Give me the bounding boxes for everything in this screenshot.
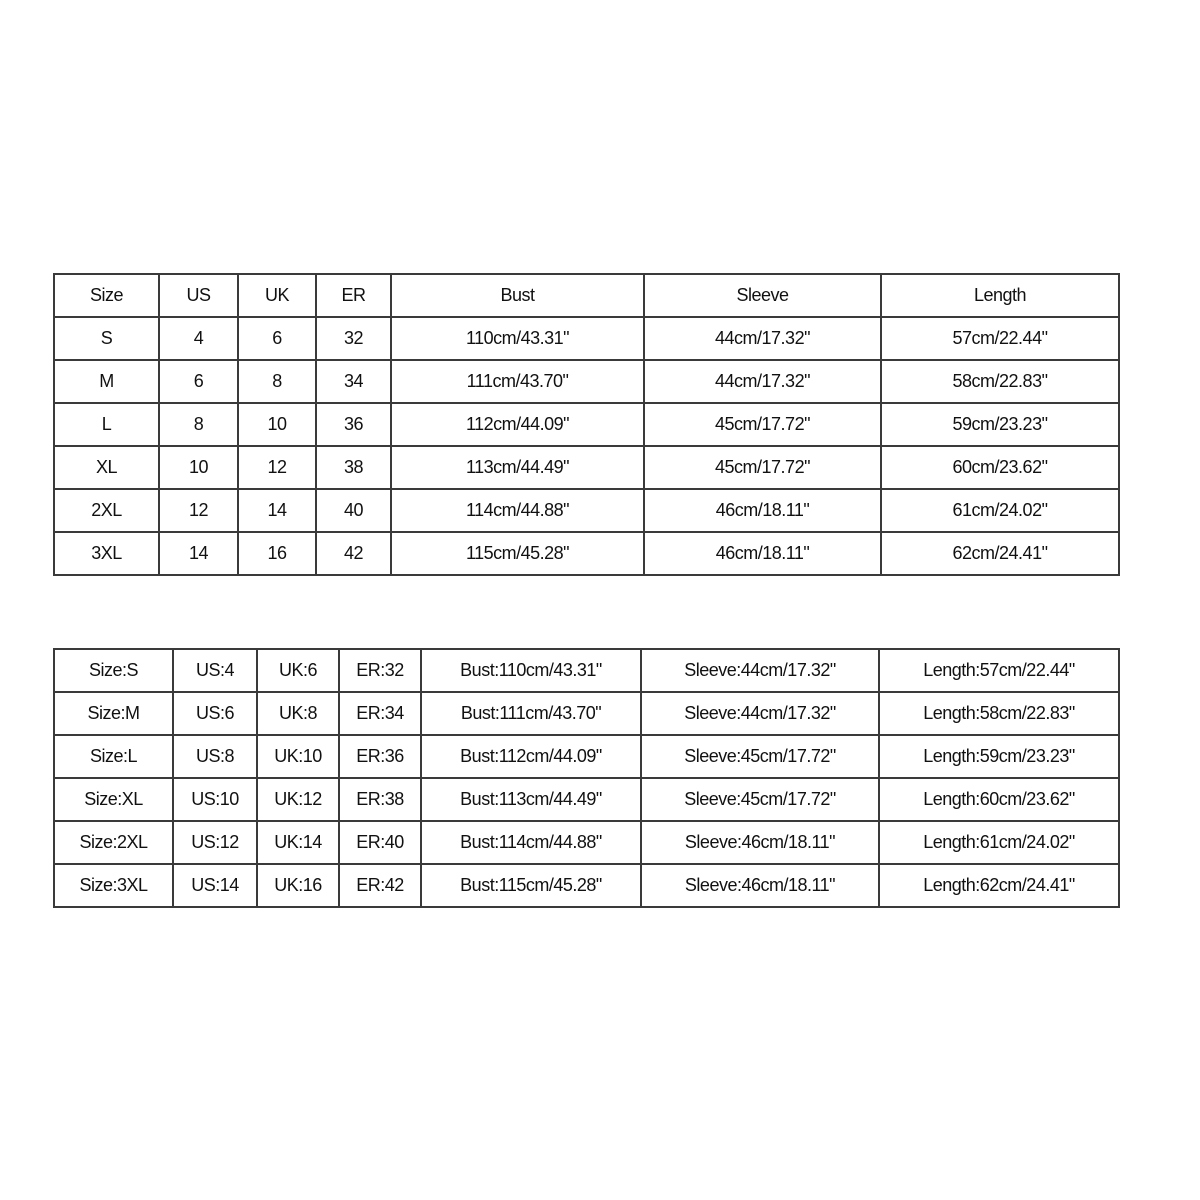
table-row (54, 692, 1119, 735)
size-chart-table (53, 273, 1120, 576)
cell-sleeve: Sleeve:44cm/17.32" (641, 649, 879, 692)
cell-bust: 111cm/43.70" (391, 360, 644, 403)
cell-size: Size:M (54, 692, 173, 735)
table-row (54, 360, 1119, 403)
cell-us: US:10 (173, 778, 257, 821)
cell-us: 6 (159, 360, 238, 403)
cell-bust: 113cm/44.49" (391, 446, 644, 489)
cell-length: 62cm/24.41" (881, 532, 1119, 575)
cell-er: ER:40 (339, 821, 421, 864)
cell-length: 60cm/23.62" (881, 446, 1119, 489)
cell-size: Size:L (54, 735, 173, 778)
header-er: ER (316, 274, 391, 317)
cell-bust: Bust:114cm/44.88" (421, 821, 641, 864)
table-row (54, 864, 1119, 907)
header-row (54, 274, 1119, 317)
cell-bust: 112cm/44.09" (391, 403, 644, 446)
table-row (54, 317, 1119, 360)
cell-sleeve: 46cm/18.11" (644, 532, 881, 575)
cell-length: Length:57cm/22.44" (879, 649, 1119, 692)
table-row (54, 446, 1119, 489)
cell-uk: UK:8 (257, 692, 339, 735)
cell-er: ER:34 (339, 692, 421, 735)
cell-size: Size:3XL (54, 864, 173, 907)
cell-uk: 14 (238, 489, 316, 532)
cell-length: 59cm/23.23" (881, 403, 1119, 446)
cell-er: ER:38 (339, 778, 421, 821)
cell-us: 14 (159, 532, 238, 575)
cell-er: 36 (316, 403, 391, 446)
cell-sleeve: Sleeve:44cm/17.32" (641, 692, 879, 735)
cell-sleeve: Sleeve:45cm/17.72" (641, 735, 879, 778)
cell-length: Length:59cm/23.23" (879, 735, 1119, 778)
cell-us: US:8 (173, 735, 257, 778)
cell-er: 32 (316, 317, 391, 360)
cell-bust: Bust:113cm/44.49" (421, 778, 641, 821)
header-length: Length (881, 274, 1119, 317)
cell-size: Size:S (54, 649, 173, 692)
cell-size: XL (54, 446, 159, 489)
cell-bust: 110cm/43.31" (391, 317, 644, 360)
cell-uk: 12 (238, 446, 316, 489)
cell-sleeve: 44cm/17.32" (644, 317, 881, 360)
cell-us: US:6 (173, 692, 257, 735)
cell-uk: 16 (238, 532, 316, 575)
cell-uk: UK:6 (257, 649, 339, 692)
cell-er: 40 (316, 489, 391, 532)
cell-uk: 8 (238, 360, 316, 403)
cell-length: Length:58cm/22.83" (879, 692, 1119, 735)
cell-er: 38 (316, 446, 391, 489)
cell-size: M (54, 360, 159, 403)
table-row (54, 649, 1119, 692)
cell-uk: 10 (238, 403, 316, 446)
cell-size: 3XL (54, 532, 159, 575)
table-row (54, 735, 1119, 778)
cell-bust: Bust:115cm/45.28" (421, 864, 641, 907)
cell-bust: Bust:111cm/43.70" (421, 692, 641, 735)
cell-us: US:4 (173, 649, 257, 692)
cell-bust: 115cm/45.28" (391, 532, 644, 575)
cell-size: L (54, 403, 159, 446)
cell-length: 58cm/22.83" (881, 360, 1119, 403)
cell-us: 12 (159, 489, 238, 532)
cell-sleeve: 44cm/17.32" (644, 360, 881, 403)
cell-length: Length:62cm/24.41" (879, 864, 1119, 907)
cell-uk: UK:16 (257, 864, 339, 907)
cell-size: Size:XL (54, 778, 173, 821)
table-row (54, 489, 1119, 532)
cell-uk: UK:10 (257, 735, 339, 778)
cell-er: ER:32 (339, 649, 421, 692)
cell-uk: 6 (238, 317, 316, 360)
cell-uk: UK:14 (257, 821, 339, 864)
cell-bust: Bust:110cm/43.31" (421, 649, 641, 692)
header-sleeve: Sleeve (644, 274, 881, 317)
cell-uk: UK:12 (257, 778, 339, 821)
cell-length: 61cm/24.02" (881, 489, 1119, 532)
cell-sleeve: 45cm/17.72" (644, 403, 881, 446)
cell-er: 34 (316, 360, 391, 403)
cell-er: 42 (316, 532, 391, 575)
cell-us: 8 (159, 403, 238, 446)
table-row (54, 778, 1119, 821)
header-size: Size (54, 274, 159, 317)
cell-sleeve: 45cm/17.72" (644, 446, 881, 489)
cell-er: ER:36 (339, 735, 421, 778)
cell-sleeve: 46cm/18.11" (644, 489, 881, 532)
cell-us: 10 (159, 446, 238, 489)
cell-length: Length:60cm/23.62" (879, 778, 1119, 821)
header-bust: Bust (391, 274, 644, 317)
table-row (54, 403, 1119, 446)
cell-us: US:14 (173, 864, 257, 907)
table-row (54, 821, 1119, 864)
cell-length: 57cm/22.44" (881, 317, 1119, 360)
cell-us: 4 (159, 317, 238, 360)
cell-sleeve: Sleeve:45cm/17.72" (641, 778, 879, 821)
cell-sleeve: Sleeve:46cm/18.11" (641, 864, 879, 907)
cell-sleeve: Sleeve:46cm/18.11" (641, 821, 879, 864)
header-uk: UK (238, 274, 316, 317)
cell-us: US:12 (173, 821, 257, 864)
table-row (54, 532, 1119, 575)
size-chart-labeled-table (53, 648, 1120, 908)
cell-size: Size:2XL (54, 821, 173, 864)
cell-size: S (54, 317, 159, 360)
cell-bust: Bust:112cm/44.09" (421, 735, 641, 778)
header-us: US (159, 274, 238, 317)
cell-bust: 114cm/44.88" (391, 489, 644, 532)
cell-length: Length:61cm/24.02" (879, 821, 1119, 864)
cell-er: ER:42 (339, 864, 421, 907)
cell-size: 2XL (54, 489, 159, 532)
